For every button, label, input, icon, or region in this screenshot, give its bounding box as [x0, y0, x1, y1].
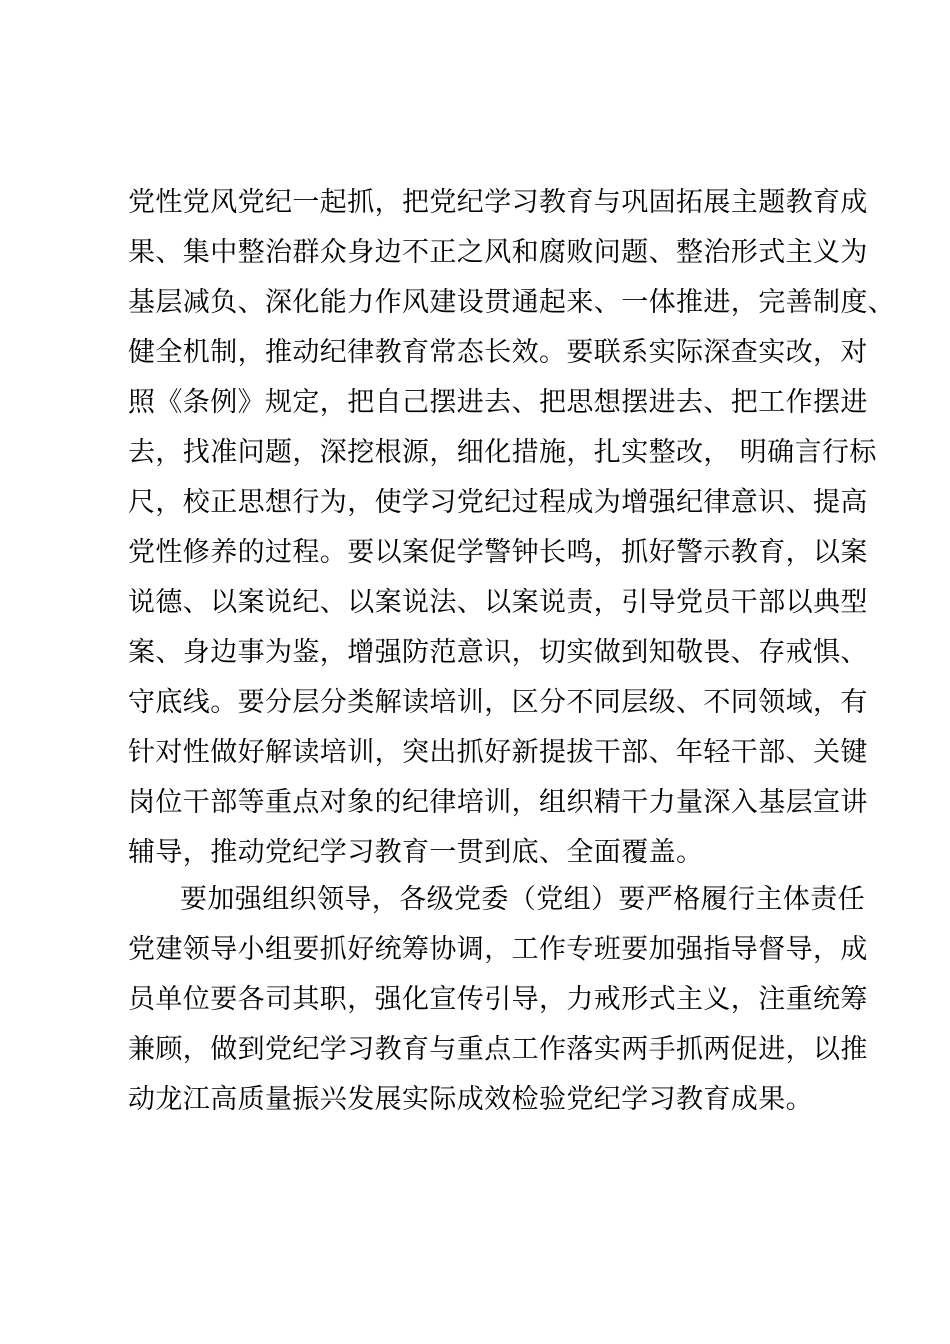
paragraph-line: 员单位要各司其职，强化宣传引导，力戒形式主义，注重统筹	[128, 984, 868, 1015]
paragraph-2	[128, 875, 868, 1125]
paragraph-line: 果、集中整治群众身边不正之风和腐败问题、整治形式主义为	[128, 237, 868, 268]
paragraph-line: 说德、以案说纪、以案说法、以案说责，引导党员干部以典型	[128, 587, 868, 618]
paragraph-line: 案、身边事为鉴，增强防范意识，切实做到知敬畏、存戒惧、	[128, 637, 868, 668]
paragraph-line: 去，找准问题，深挖根源，细化措施，扎实整改， 明确言行标	[128, 437, 877, 468]
paragraph-line: 党建领导小组要抓好统筹协调，工作专班要加强指导督导，成	[128, 934, 868, 965]
paragraph-line: 尺，校正思想行为，使学习党纪过程成为增强纪律意识、提高	[128, 487, 868, 518]
paragraph-line: 守底线。要分层分类解读培训，区分不同层级、不同领域，有	[128, 687, 868, 718]
paragraph-line: 党性修养的过程。要以案促学警钟长鸣，抓好警示教育，以案	[128, 537, 868, 568]
paragraph-line: 健全机制，推动纪律教育常态长效。要联系实际深查实改，对	[128, 337, 868, 368]
paragraph-line: 针对性做好解读培训，突出抓好新提拔干部、年轻干部、关键	[128, 737, 868, 768]
paragraph-line: 兼顾，做到党纪学习教育与重点工作落实两手抓两促进，以推	[128, 1034, 868, 1065]
paragraph-1	[128, 178, 896, 878]
paragraph-line: 照《条例》规定，把自己摆进去、把思想摆进去、把工作摆进	[128, 387, 868, 418]
paragraph-line: 辅导，推动党纪学习教育一贯到底、全面覆盖。	[128, 837, 704, 868]
paragraph-line: 动龙江高质量振兴发展实际成效检验党纪学习教育成果。	[128, 1084, 813, 1115]
paragraph-line: 基层减负、深化能力作风建设贯通起来、一体推进，完善制度、	[128, 287, 896, 318]
paragraph-line: 党性党风党纪一起抓，把党纪学习教育与巩固拓展主题教育成	[128, 187, 868, 218]
paragraph-line: 岗位干部等重点对象的纪律培训，组织精干力量深入基层宣讲	[128, 787, 868, 818]
paragraph-line-indented: 要加强组织领导，各级党委（党组）要严格履行主体责任	[180, 884, 865, 915]
